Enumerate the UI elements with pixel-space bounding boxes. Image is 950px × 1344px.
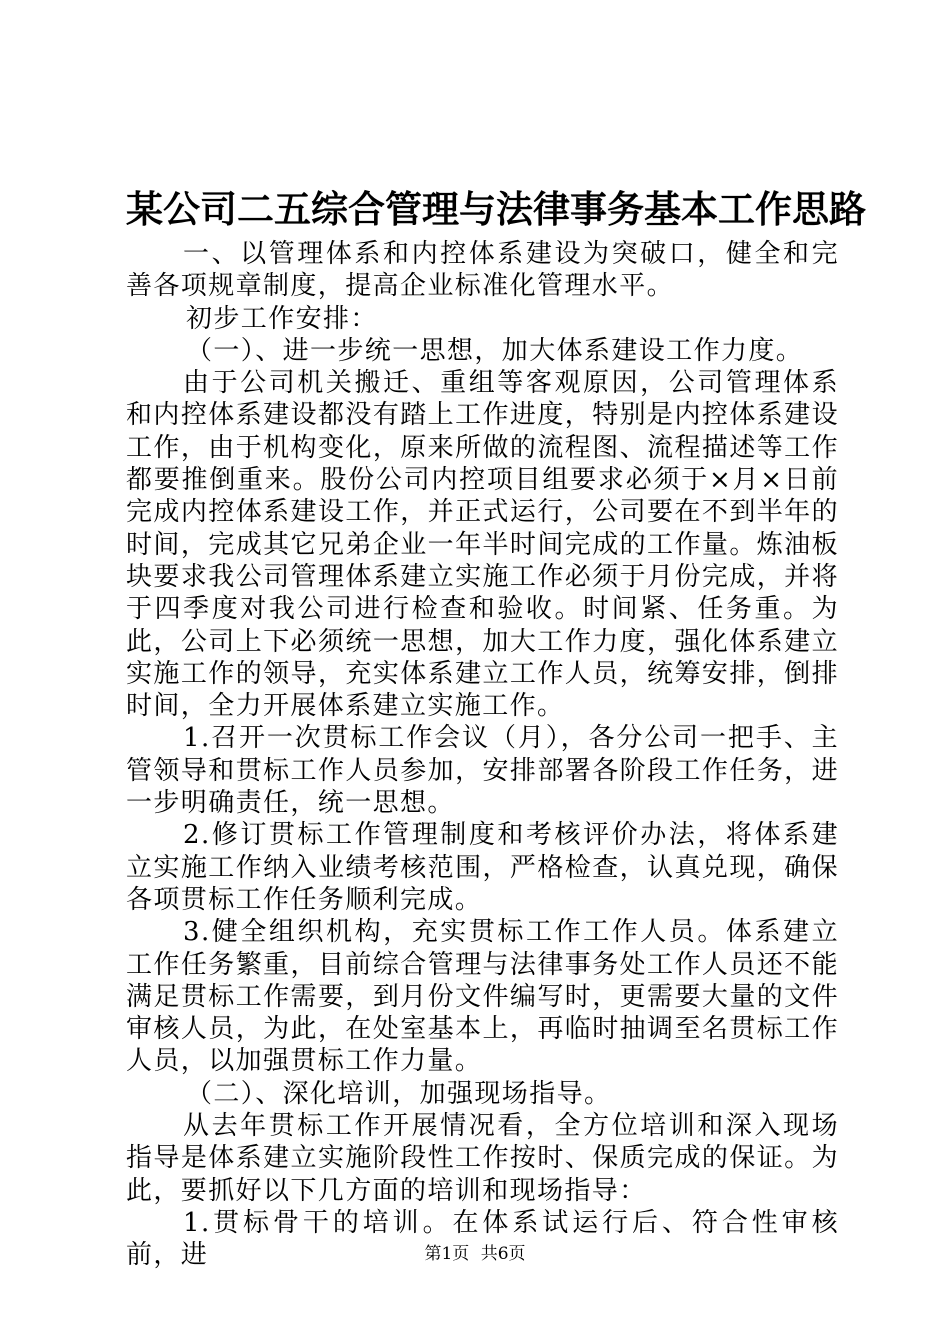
- paragraph-background: 由于公司机关搬迁、重组等客观原因，公司管理体系和内控体系建设都没有踏上工作进度，特别是内控体系建设工作，由于机构变化，原来所做的流程图、流程描述等工作都要推倒重来。股份公司内控项目组要求必须于×月×日前完成内控体系建设工作，并正式运行，公司要在不到半年的时间，完成其它兄弟企业一年半时间完成的工作量。炼油板块要求我公司管理体系建立实施工作必须于月份完成，并将于四季度对我公司进行检查和验收。时间紧、任务重。为此，公司上下必须统一思想，加大工作力度，强化体系建立实施工作的领导，充实体系建立工作人员，统筹安排，倒排时间，全力开展体系建立实施工作。: [126, 368, 839, 722]
- document-title: 某公司二五综合管理与法律事务基本工作思路: [126, 187, 866, 231]
- paragraph-initial-arrangement: 初步工作安排：: [186, 303, 378, 334]
- paragraph-item-3: 3.健全组织机构，充实贯标工作工作人员。体系建立工作任务繁重，目前综合管理与法律事务处工作人员还不能满足贯标工作需要，到月份文件编写时，更需要大量的文件审核人员，为此，在处室基本上，再临时抽调至名贯标工作人员，以加强贯标工作力量。: [126, 917, 839, 1077]
- paragraph-subsection-one: （一）、进一步统一思想，加大体系建设工作力度。: [186, 335, 804, 366]
- paragraph-training-intro: 从去年贯标工作开展情况看，全方位培训和深入现场指导是体系建立实施阶段性工作按时、保质完成的保证。为此，要抓好以下几方面的培训和现场指导：: [126, 1111, 839, 1206]
- paragraph-section-one: 一、以管理体系和内控体系建设为突破口，健全和完善各项规章制度，提高企业标准化管理水平。: [126, 239, 839, 302]
- document-body: [126, 238, 839, 1272]
- paragraph-item-1: 1.召开一次贯标工作会议（月），各分公司一把手、主管领导和贯标工作人员参加，安排部署各阶段工作任务，进一步明确责任，统一思想。: [126, 723, 839, 819]
- page-number: 第1页: [424, 1244, 470, 1264]
- paragraph-item-2: 2.修订贯标工作管理制度和考核评价办法，将体系建立实施工作纳入业绩考核范围，严格检查，认真兑现，确保各项贯标工作任务顺利完成。: [126, 820, 839, 915]
- paragraph-subsection-two: （二）、深化培训，加强现场指导。: [186, 1078, 612, 1109]
- page-total: 共6页: [480, 1244, 526, 1264]
- paragraph-training-item-1: 1.贯标骨干的培训。在体系试运行后、符合性审核前，进: [126, 1207, 839, 1271]
- page-footer: [0, 1242, 950, 1266]
